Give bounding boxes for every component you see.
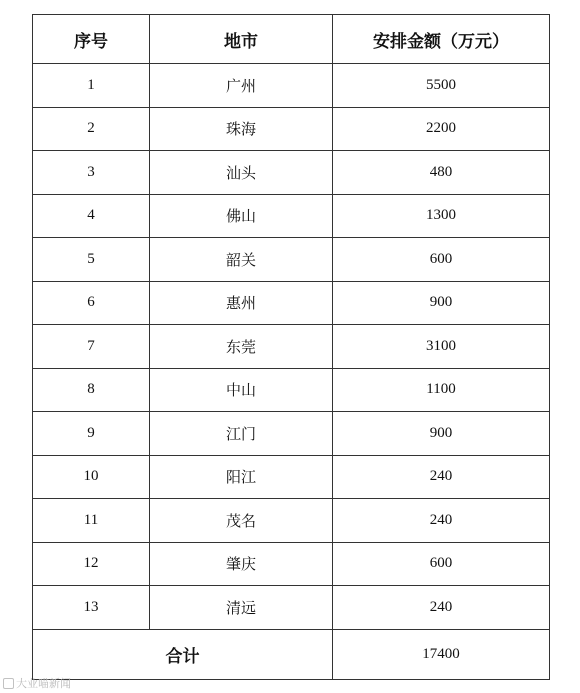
row-amount: 600 <box>333 238 550 282</box>
row-index: 6 <box>33 281 150 325</box>
row-amount: 5500 <box>333 64 550 108</box>
header-index: 序号 <box>33 15 150 64</box>
total-label: 合计 <box>33 629 333 679</box>
row-index: 7 <box>33 325 150 369</box>
row-city: 阳江 <box>150 455 333 499</box>
row-city: 中山 <box>150 368 333 412</box>
row-amount: 1300 <box>333 194 550 238</box>
row-index: 13 <box>33 586 150 630</box>
table-row <box>33 586 550 630</box>
row-amount: 240 <box>333 499 550 543</box>
row-amount: 2200 <box>333 107 550 151</box>
row-index: 2 <box>33 107 150 151</box>
total-amount: 17400 <box>333 629 550 679</box>
row-amount: 480 <box>333 151 550 195</box>
row-city: 韶关 <box>150 238 333 282</box>
table-row <box>33 238 550 282</box>
row-city: 广州 <box>150 64 333 108</box>
table-row <box>33 542 550 586</box>
row-index: 9 <box>33 412 150 456</box>
row-city: 汕头 <box>150 151 333 195</box>
table-row <box>33 281 550 325</box>
row-index: 3 <box>33 151 150 195</box>
row-index: 5 <box>33 238 150 282</box>
row-index: 10 <box>33 455 150 499</box>
total-row <box>33 629 550 679</box>
header-city: 地市 <box>150 15 333 64</box>
table-row <box>33 412 550 456</box>
watermark <box>3 675 71 691</box>
watermark-text: 大业喵新闻 <box>16 677 71 690</box>
table-row <box>33 107 550 151</box>
row-city: 清远 <box>150 586 333 630</box>
table-row <box>33 455 550 499</box>
table-row <box>33 64 550 108</box>
row-amount: 240 <box>333 586 550 630</box>
table-body <box>33 64 550 630</box>
row-amount: 600 <box>333 542 550 586</box>
row-city: 东莞 <box>150 325 333 369</box>
row-city: 肇庆 <box>150 542 333 586</box>
row-city: 珠海 <box>150 107 333 151</box>
table-row <box>33 151 550 195</box>
row-index: 1 <box>33 64 150 108</box>
row-amount: 900 <box>333 412 550 456</box>
row-amount: 900 <box>333 281 550 325</box>
row-amount: 1100 <box>333 368 550 412</box>
header-amount: 安排金额（万元） <box>333 15 550 64</box>
table-row <box>33 499 550 543</box>
row-index: 8 <box>33 368 150 412</box>
logo-mark-icon <box>3 678 14 689</box>
table-row <box>33 325 550 369</box>
row-city: 茂名 <box>150 499 333 543</box>
row-amount: 3100 <box>333 325 550 369</box>
table-row <box>33 194 550 238</box>
row-city: 惠州 <box>150 281 333 325</box>
row-city: 佛山 <box>150 194 333 238</box>
row-index: 4 <box>33 194 150 238</box>
row-index: 11 <box>33 499 150 543</box>
row-index: 12 <box>33 542 150 586</box>
row-city: 江门 <box>150 412 333 456</box>
allocation-table <box>32 14 550 680</box>
row-amount: 240 <box>333 455 550 499</box>
table-row <box>33 368 550 412</box>
table-header-row <box>33 15 550 64</box>
